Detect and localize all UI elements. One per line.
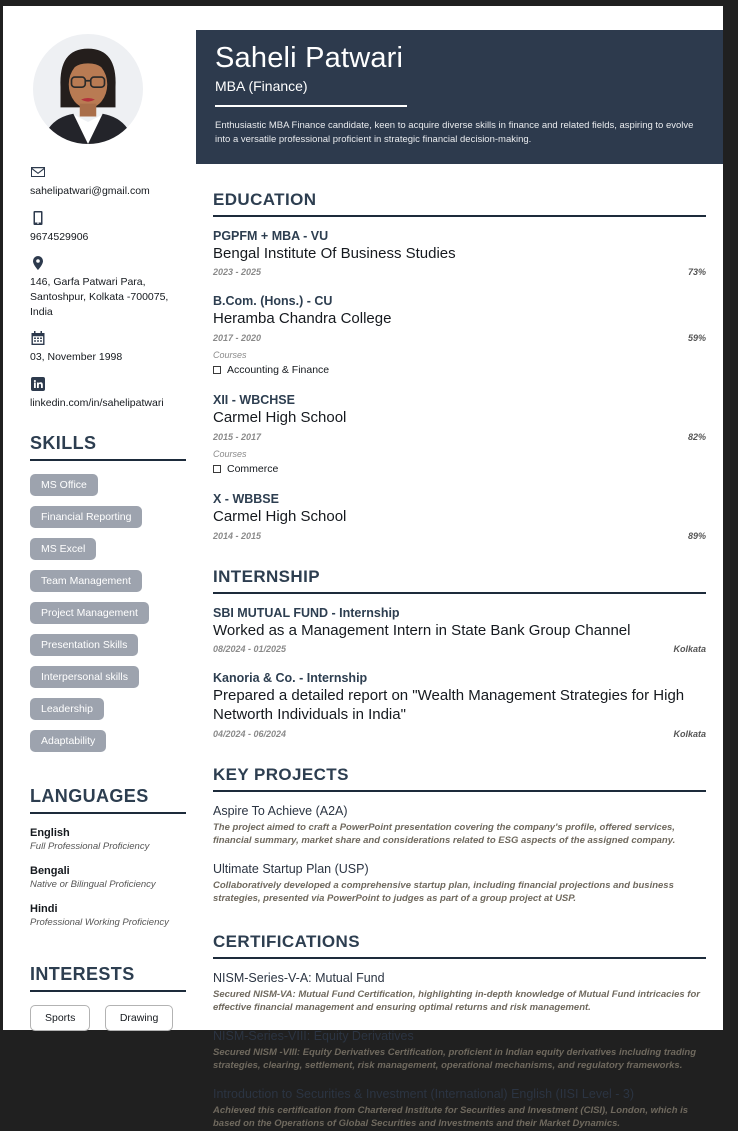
certifications-heading: CERTIFICATIONS bbox=[213, 932, 706, 959]
certification-description: Secured NISM -VIII: Equity Derivatives Certification, proficient in Indian equity derivatives including trading strategies, clearing, settlement, risk management, operational mechanisms, and regulatory frameworks. bbox=[213, 1046, 697, 1072]
project-description: The project aimed to craft a PowerPoint presentation covering the company's profile, offered services, financial summary, market share and considerations related to ESG aspects of the assigned company. bbox=[213, 821, 676, 847]
language-item bbox=[30, 865, 186, 890]
skill-pill: Presentation Skills bbox=[30, 634, 138, 656]
date-range: 2023 - 2025 bbox=[213, 267, 262, 278]
skill-pill: Adaptability bbox=[30, 730, 106, 752]
role-description: Prepared a detailed report on "Wealth Management Strategies for High Networth Individuals in India" bbox=[213, 687, 685, 723]
certification-title: NISM-Series-VIII: Equity Derivatives bbox=[213, 1028, 414, 1043]
education-heading: EDUCATION bbox=[213, 190, 706, 217]
profile-photo bbox=[33, 34, 143, 144]
degree-title: PGPFM + MBA - VU bbox=[213, 228, 329, 243]
certification-item bbox=[213, 971, 706, 1015]
date-range: 2014 - 2015 bbox=[213, 530, 262, 541]
score-value: 82% bbox=[687, 431, 706, 442]
location-value: Kolkata bbox=[673, 728, 706, 739]
education-item bbox=[213, 294, 706, 376]
square-bullet-icon bbox=[213, 465, 221, 473]
education-meta bbox=[213, 432, 706, 442]
education-item bbox=[213, 492, 706, 541]
language-name: Bengali bbox=[30, 864, 70, 877]
courses-label: Courses bbox=[213, 448, 247, 459]
course-name: Commerce bbox=[227, 462, 279, 475]
skill-pill: Team Management bbox=[30, 570, 142, 592]
location-icon bbox=[30, 255, 46, 271]
languages-heading: LANGUAGES bbox=[30, 786, 186, 814]
skill-pill: MS Excel bbox=[30, 538, 96, 560]
internship-meta bbox=[213, 729, 706, 739]
projects-heading: KEY PROJECTS bbox=[213, 765, 706, 792]
calendar-icon bbox=[30, 330, 46, 346]
email-value[interactable]: sahelipatwari@gmail.com bbox=[30, 185, 150, 197]
avatar bbox=[33, 34, 143, 144]
language-item bbox=[30, 827, 186, 852]
language-level: Full Professional Proficiency bbox=[30, 840, 150, 852]
header-banner bbox=[196, 30, 723, 164]
date-range: 2017 - 2020 bbox=[213, 333, 262, 343]
courses-label: Courses bbox=[213, 350, 247, 360]
date-range: 04/2024 - 06/2024 bbox=[213, 728, 287, 739]
header-divider bbox=[215, 105, 407, 107]
role-description: Worked as a Management Intern in State Bank Group Channel bbox=[213, 621, 631, 639]
project-item bbox=[213, 804, 706, 848]
education-item bbox=[213, 393, 706, 475]
score-value: 59% bbox=[687, 333, 706, 343]
score-value: 73% bbox=[687, 267, 706, 278]
education-section bbox=[213, 190, 706, 541]
birthdate-value: 03, November 1998 bbox=[30, 351, 123, 364]
location-value: Kolkata bbox=[673, 644, 706, 655]
date-range: 2015 - 2017 bbox=[213, 431, 262, 442]
education-meta bbox=[213, 333, 706, 343]
score-value: 89% bbox=[687, 530, 706, 541]
contact-item-birthdate bbox=[30, 330, 186, 365]
internship-meta bbox=[213, 644, 706, 654]
school-name: Carmel High School bbox=[213, 507, 347, 525]
address-value: 146, Garfa Patwari Para, Santoshpur, Kolkata -700075, India bbox=[30, 276, 169, 318]
internship-item bbox=[213, 606, 706, 655]
internship-heading: INTERNSHIP bbox=[213, 567, 706, 594]
interests-section bbox=[30, 964, 186, 1031]
project-title: Ultimate Startup Plan (USP) bbox=[213, 861, 369, 876]
education-item bbox=[213, 229, 706, 278]
skill-pill: Financial Reporting bbox=[30, 506, 142, 528]
certification-title: NISM-Series-V-A: Mutual Fund bbox=[213, 970, 385, 985]
language-item bbox=[30, 903, 186, 928]
skill-pill: MS Office bbox=[30, 474, 98, 496]
language-level: Professional Working Proficiency bbox=[30, 916, 169, 928]
sidebar bbox=[3, 6, 196, 1030]
certification-item bbox=[213, 1087, 706, 1131]
resume-page bbox=[3, 6, 723, 1130]
course-name: Accounting & Finance bbox=[227, 364, 330, 376]
project-title: Aspire To Achieve (A2A) bbox=[213, 803, 348, 818]
candidate-title: MBA (Finance) bbox=[215, 78, 308, 94]
internship-item bbox=[213, 671, 706, 739]
languages-section bbox=[30, 786, 186, 928]
phone-value: 9674529906 bbox=[30, 230, 89, 243]
skill-pill: Project Management bbox=[30, 602, 149, 624]
course-item bbox=[213, 463, 706, 475]
contact-item-linkedin bbox=[30, 376, 186, 411]
school-name: Heramba Chandra College bbox=[213, 310, 392, 328]
date-range: 08/2024 - 01/2025 bbox=[213, 644, 287, 655]
school-name: Carmel High School bbox=[213, 409, 347, 426]
interests-heading: INTERESTS bbox=[30, 964, 186, 992]
degree-title: B.Com. (Hons.) - CU bbox=[213, 294, 333, 309]
profile-summary: Enthusiastic MBA Finance candidate, keen to acquire diverse skills in finance and related fields, aspiring to evolve into a versatile professional proficient in strategic financial decision-making. bbox=[215, 120, 694, 146]
certification-description: Secured NISM-VA: Mutual Fund Certification, highlighting in-depth knowledge of Mutual Fund intricacies for effective financial management and ensuring optimal returns and risk management. bbox=[213, 988, 700, 1014]
linkedin-icon bbox=[30, 376, 46, 392]
email-icon bbox=[30, 164, 46, 180]
skills-section bbox=[30, 433, 186, 752]
language-name: English bbox=[30, 826, 70, 839]
language-name: Hindi bbox=[30, 902, 58, 915]
projects-section bbox=[213, 765, 706, 906]
skill-pill: Interpersonal skills bbox=[30, 666, 139, 688]
contact-item-phone bbox=[30, 210, 186, 245]
company-name: Kanoria & Co. - Internship bbox=[213, 671, 368, 686]
education-meta bbox=[213, 531, 706, 541]
company-name: SBI MUTUAL FUND - Internship bbox=[213, 605, 400, 620]
school-name: Bengal Institute Of Business Studies bbox=[213, 244, 456, 262]
certification-description: Achieved this certification from Chartered Institute for Securities and Investment (CISI), London, which is based on the Operations of Global Securities and Investments and their Market Dynamics. bbox=[213, 1104, 689, 1130]
course-item bbox=[213, 364, 706, 376]
project-description: Collaboratively developed a comprehensive startup plan, including financial projections and business strategies, presented via PowerPoint to judges as part of a group project at USP. bbox=[213, 879, 674, 905]
certification-item bbox=[213, 1029, 706, 1073]
certification-title: Introduction to Securities & Investment (International) English (IISI Level - 3) bbox=[213, 1086, 635, 1101]
degree-title: XII - WBCHSE bbox=[213, 393, 295, 407]
skill-pill: Leadership bbox=[30, 698, 104, 720]
contact-item-email bbox=[30, 164, 186, 199]
internship-section bbox=[213, 567, 706, 739]
degree-title: X - WBBSE bbox=[213, 491, 279, 506]
interest-chip: Sports bbox=[30, 1005, 90, 1031]
main-column bbox=[196, 6, 723, 1130]
linkedin-value[interactable]: linkedin.com/in/sahelipatwari bbox=[30, 397, 164, 410]
education-meta bbox=[213, 267, 706, 277]
contact-item-address bbox=[30, 255, 186, 319]
certifications-section bbox=[213, 932, 706, 1131]
language-level: Native or Bilingual Proficiency bbox=[30, 878, 156, 890]
candidate-name: Saheli Patwari bbox=[215, 42, 404, 74]
skills-heading: SKILLS bbox=[30, 433, 186, 461]
interest-chip: Drawing bbox=[105, 1005, 174, 1031]
square-bullet-icon bbox=[213, 366, 221, 374]
project-item bbox=[213, 862, 706, 906]
phone-icon bbox=[30, 210, 46, 226]
